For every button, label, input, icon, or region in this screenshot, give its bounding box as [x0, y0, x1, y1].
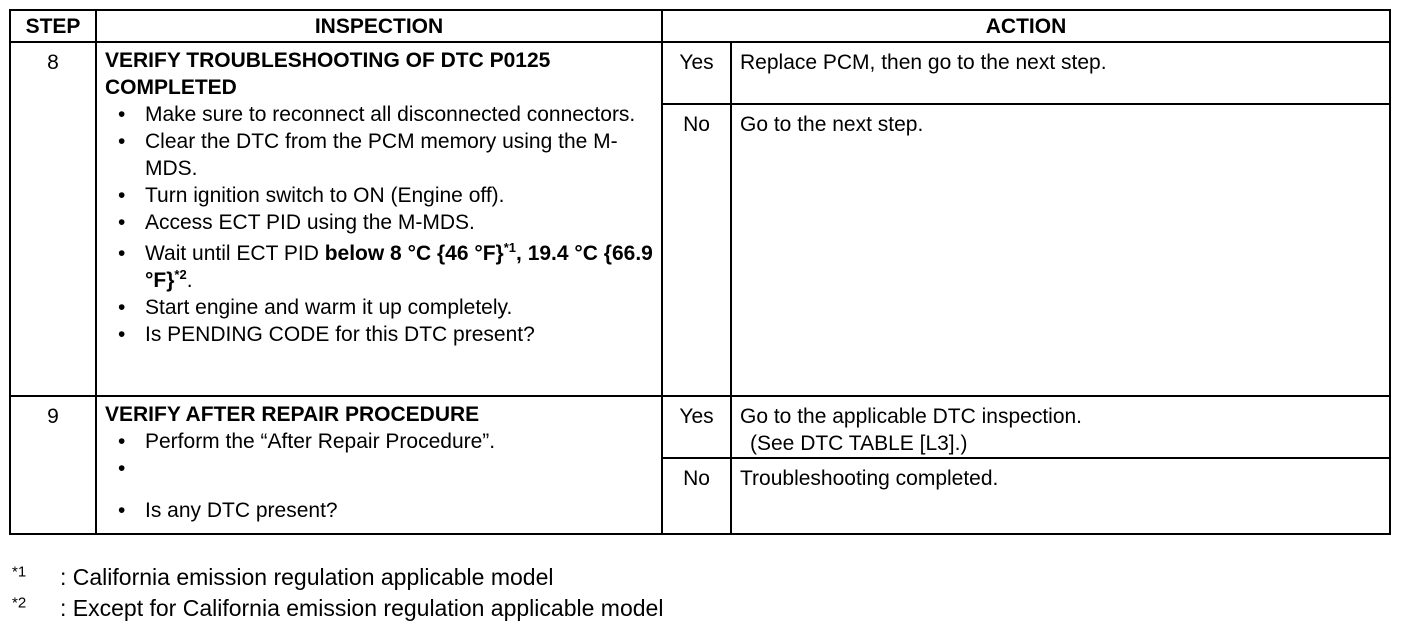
yes-label: Yes — [662, 42, 731, 104]
footnote-text: : Except for California emission regulation applicable model — [60, 595, 664, 621]
footnotes — [12, 562, 663, 624]
list-item: • Make sure to reconnect all disconnected connectors. — [105, 101, 653, 128]
no-label: No — [662, 458, 731, 534]
list-item: • Perform the “After Repair Procedure”. — [105, 428, 653, 455]
footnote-ref: *2 — [174, 267, 187, 282]
footnote-mark-text: *2 — [12, 594, 27, 612]
no-action: Go to the next step. — [731, 104, 1390, 396]
step-number: 8 — [10, 42, 96, 396]
footnote — [12, 593, 663, 624]
inspection-list — [105, 428, 653, 524]
list-item: • Is PENDING CODE for this DTC present? — [105, 321, 653, 348]
step-number: 9 — [10, 396, 96, 534]
list-spacer — [105, 455, 653, 497]
footnote-text: : California emission regulation applicable model — [60, 564, 554, 590]
step-title: VERIFY TROUBLESHOOTING OF DTC P0125 COMPLETED — [105, 49, 551, 99]
list-item: • Turn ignition switch to ON (Engine off). — [105, 182, 653, 209]
action-line: (See DTC TABLE [L3].) — [750, 432, 968, 455]
table-row — [10, 396, 1390, 458]
header-action: ACTION — [662, 10, 1390, 42]
footnote-mark-text: *1 — [12, 563, 27, 581]
header-step: STEP — [10, 10, 96, 42]
inspection-list — [105, 101, 653, 348]
temperature-threshold: , 19.4 °C {66.9 °F} — [145, 242, 653, 292]
dtc-troubleshooting-table — [9, 9, 1391, 535]
table-header-row — [10, 10, 1390, 42]
no-action: Troubleshooting completed. — [731, 458, 1390, 534]
table-row — [10, 42, 1390, 104]
header-inspection: INSPECTION — [96, 10, 662, 42]
yes-action: Replace PCM, then go to the next step. — [731, 42, 1390, 104]
footnote — [12, 562, 663, 593]
list-item: • Start engine and warm it up completely. — [105, 294, 653, 321]
action-line: Go to the applicable DTC inspection. — [740, 405, 1083, 428]
footnote-mark — [12, 563, 60, 593]
list-item: • Is any DTC present? — [105, 497, 653, 524]
footnote-mark — [12, 594, 60, 624]
footnote-ref: *1 — [503, 240, 517, 255]
text-run: . — [186, 269, 193, 292]
step-title: VERIFY AFTER REPAIR PROCEDURE — [105, 403, 480, 426]
list-item — [105, 236, 653, 294]
yes-action — [731, 396, 1390, 458]
temperature-threshold: below 8 °C {46 °F} — [324, 242, 504, 265]
no-label: No — [662, 104, 731, 396]
inspection-cell — [96, 42, 662, 396]
yes-label: Yes — [662, 396, 731, 458]
inspection-cell — [96, 396, 662, 534]
list-item: • Clear the DTC from the PCM memory using the M-MDS. — [105, 128, 653, 182]
text-run: Wait until ECT PID — [145, 242, 325, 265]
list-item: • Access ECT PID using the M-MDS. — [105, 209, 653, 236]
